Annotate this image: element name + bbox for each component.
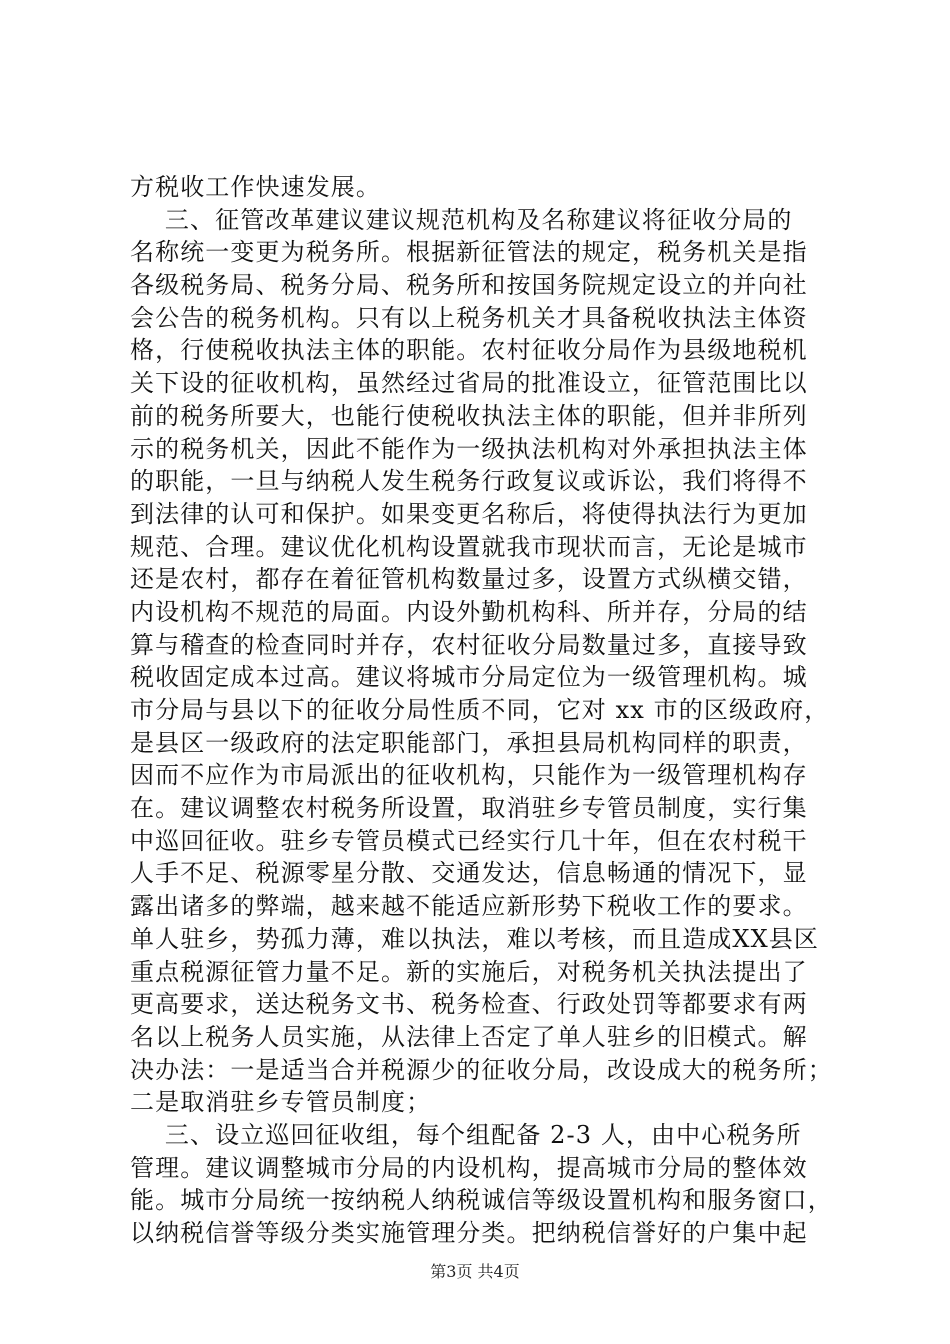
text-line: 人手不足、税源零星分散、交通发达，信息畅通的情况下，显: [130, 859, 808, 888]
page-number-footer: 第3页 共4页: [430, 1262, 520, 1281]
text-line: 内设机构不规范的局面。内设外勤机构科、所并存，分局的结: [130, 597, 808, 626]
text-line: 还是农村，都存在着征管机构数量过多，设置方式纵横交错，: [130, 565, 808, 594]
text-line: 单人驻乡，势孤力薄，难以执法，难以考核，而且造成XX县区: [130, 924, 819, 953]
text-line: 二是取消驻乡专管员制度；: [130, 1088, 432, 1117]
text-line: 规范、合理。建议优化机构设置就我市现状而言，无论是城市: [130, 532, 808, 561]
text-line: 三、征管改革建议建议规范机构及名称建议将征收分局的: [130, 205, 793, 234]
text-line: 会公告的税务机构。只有以上税务机关才具备税收执法主体资: [130, 303, 808, 332]
text-line: 方税收工作快速发展。: [130, 173, 381, 201]
text-line: 名以上税务人员实施，从法律上否定了单人驻乡的旧模式。解: [130, 1022, 808, 1051]
text-line: 关下设的征收机构，虽然经过省局的批准设立，征管范围比以: [130, 369, 808, 398]
text-line: 三、设立巡回征收组，每个组配备 2-3 人，由中心税务所: [130, 1120, 802, 1149]
text-line: 能。城市分局统一按纳税人纳税诚信等级设置机构和服务窗口，: [130, 1186, 833, 1215]
body-text: [130, 171, 840, 1250]
text-line: 更高要求，送达税务文书、税务检查、行政处罚等都要求有两: [130, 990, 808, 1019]
text-line: 税收固定成本过高。建议将城市分局定位为一级管理机构。城: [130, 663, 808, 692]
text-line: 中巡回征收。驻乡专管员模式已经实行几十年，但在农村税干: [130, 826, 808, 855]
text-line: 的职能，一旦与纳税人发生税务行政复议或诉讼，我们将得不: [130, 467, 808, 496]
text-line: 露出诸多的弊端，越来越不能适应新形势下税收工作的要求。: [130, 892, 808, 921]
text-line: 是县区一级政府的法定职能部门，承担县局机构同样的职责，: [130, 728, 808, 757]
text-line: 在。建议调整农村税务所设置，取消驻乡专管员制度，实行集: [130, 794, 808, 823]
text-line: 名称统一变更为税务所。根据新征管法的规定，税务机关是指: [130, 238, 808, 267]
text-line: 示的税务机关，因此不能作为一级执法机构对外承担执法主体: [130, 434, 808, 463]
text-line: 格，行使税收执法主体的职能。农村征收分局作为县级地税机: [130, 336, 808, 365]
text-line: 重点税源征管力量不足。新的实施后，对税务机关执法提出了: [130, 957, 808, 986]
text-line: 市分局与县以下的征收分局性质不同，它对 xx 市的区级政府，: [130, 696, 830, 724]
text-line: 前的税务所要大，也能行使税收执法主体的职能，但并非所列: [130, 401, 808, 430]
text-line: 算与稽查的检查同时并存，农村征收分局数量过多，直接导致: [130, 630, 808, 659]
text-line: 以纳税信誉等级分类实施管理分类。把纳税信誉好的户集中起: [130, 1219, 808, 1247]
text-line: 管理。建议调整城市分局的内设机构，提高城市分局的整体效: [130, 1153, 808, 1182]
text-line: 因而不应作为市局派出的征收机构，只能作为一级管理机构存: [130, 761, 808, 790]
text-line: 各级税务局、税务分局、税务所和按国务院规定设立的并向社: [130, 271, 808, 300]
text-line: 决办法：一是适当合并税源少的征收分局，改设成大的税务所；: [130, 1055, 833, 1084]
text-line: 到法律的认可和保护。如果变更名称后，将使得执法行为更加: [130, 499, 808, 528]
